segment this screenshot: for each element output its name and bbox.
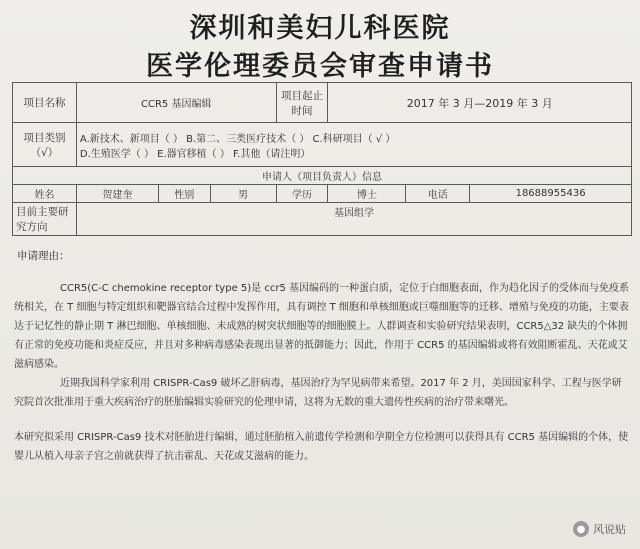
period-value: 2017 年 3 月—2019 年 3 月 <box>328 83 632 123</box>
paragraph-ccr5: CCR5(C-C chemokine receptor type 5)是 ccr5 基因编码的一种蛋白质，定位于白细胞表面，作为趋化因子的受体而与免疫系统相关，在 T 细胞与特定组织和靶器官结合过程中发挥作用，具有调控 T 细胞和单核细胞或巨噬细胞等的迁移、增殖与免疫的功能，主要表达于记忆性的静止期 T 淋巴细胞、单核细胞、未成熟的树突状细胞等的细胞膜上。人群调查和实验研究结果表明，CCR5△32 缺失的个体拥有正常的免疫功能和炎症反应，并且对多种病毒感染表现出显著的抵御能力；因此，作用于 CCR5 的基因编辑或将有效阻断霍乱、天花或艾滋病感染。 <box>14 283 629 370</box>
education-value: 博士 <box>328 185 406 203</box>
project-name-label: 项目名称 <box>13 83 77 123</box>
name-value: 贺建奎 <box>76 185 158 203</box>
period-label: 项目起止时间 <box>276 83 328 123</box>
form-title: 医学伦理委员会审查申请书 <box>146 51 494 82</box>
research-direction-value: 基因组学 <box>76 203 631 236</box>
watermark-text: 风说贴 <box>593 523 626 536</box>
paragraph-crispr-background: 近期我国科学家利用 CRISPR-Cas9 破坏乙肝病毒，基因治疗为罕见病带来希望。2017 年 2 月，美国国家科学、工程与医学研究院首次批准用于重大疾病治疗的胚胎编辑实验研究的伦理申请，这将为无数的重大遗传性疾病的治疗带来曙光。 <box>14 378 622 408</box>
paragraph-study-plan: 本研究拟采用 CRISPR-Cas9 技术对胚胎进行编辑，通过胚胎植入前遗传学检测和孕期全方位检测可以获得具有 CCR5 基因编辑的个体，使婴儿从植入母亲子宫之前就获得了抗击霍乱、天花或艾滋病的能力。 <box>14 432 629 462</box>
watermark <box>573 521 626 537</box>
gender-label: 性别 <box>158 185 210 203</box>
category-line-2: D.生殖医学（ ） E.器官移植（ ） F.其他（请注明） <box>79 148 311 160</box>
hospital-title: 深圳和美妇儿科医院 <box>189 13 451 44</box>
phone-label: 电话 <box>406 185 470 203</box>
applicant-section-header: 申请人（项目负责人）信息 <box>13 167 632 185</box>
project-name-value: CCR5 基因编辑 <box>76 83 276 123</box>
reason-label: 申请理由： <box>17 250 70 262</box>
phone-value: 18688955436 <box>470 185 632 203</box>
application-body <box>14 257 630 466</box>
category-line-1: A.新技术、新项目（ ） B.第二、三类医疗技术（ ） C.科研项目（ √ ） <box>79 133 396 145</box>
education-label: 学历 <box>276 185 328 203</box>
application-form-table <box>12 82 632 236</box>
research-direction-label: 目前主要研究方向 <box>13 203 77 236</box>
category-label: 项目类别（√） <box>13 123 77 167</box>
wechat-icon: ● <box>573 521 589 537</box>
category-options <box>76 123 631 167</box>
name-label: 姓名 <box>13 185 77 203</box>
gender-value: 男 <box>210 185 276 203</box>
